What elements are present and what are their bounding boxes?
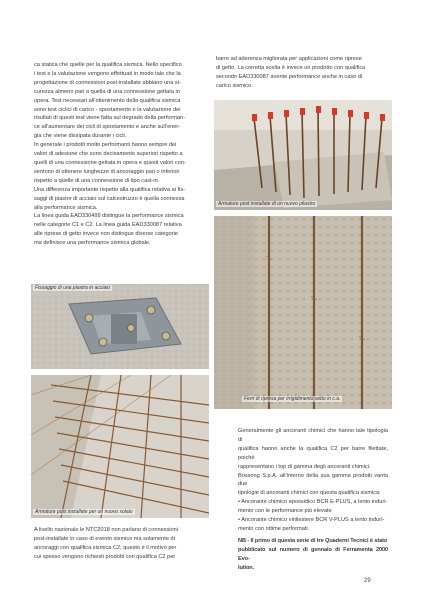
left-bottom-text (34, 526, 206, 562)
steel-plate-illustration (31, 284, 209, 369)
bullet-line: • Ancorante chimico epossidico BCR E-PLUS, a lento induri- (238, 499, 388, 506)
text-line: alle riprese di getto invece non distingue diverse categorie (34, 231, 178, 238)
text-line: rappresentano i top di gamma degli ancoranti chimici. (238, 463, 371, 470)
wall-rebar-illustration (214, 216, 392, 409)
text-line: secondo EAD330087 avente performance anche in caso di (216, 73, 363, 80)
text-line: In generale i prodotti molto performanti hanno sempre dei (34, 142, 177, 149)
text-line: mento con ottime performati. (238, 525, 310, 532)
publication-note (238, 537, 388, 573)
text-line: rispetto a quelle di una connessione di tipo cast-in. (34, 177, 160, 184)
text-line: La linea guida EAD330499 distingue la performance sismica (34, 213, 184, 220)
text-line: tipologie di ancoranti chimici con questa qualifica sismica: (238, 490, 381, 497)
note-line: NB - Il primo di questa serie di tre Quaderni Tecnici è stato (238, 537, 388, 544)
note-line: pubblicato sul numero di gennaio di Ferramenta 2000 Evo- (238, 546, 388, 562)
text-line: opera. Test necessari all’ottenimento della qualifica sismica (34, 97, 181, 104)
text-line: risultati di questi test viene fatta sul degrado della performan- (34, 115, 186, 122)
text-line: di getto. La corretta scelta è invece un prodotto con qualifica (216, 64, 366, 71)
wall-rebar-photo (214, 216, 392, 409)
text-line: sentono di ottenere lunghezze di ancoraggio pari o inferiori (34, 168, 180, 175)
steel-plate-photo (31, 284, 209, 369)
text-line: saggi di piastre di acciaio sul calcestruzzo è quella connessa (34, 195, 185, 202)
text-line: qualifica hanno anche la qualifica C2 per barre filettate, poiché (238, 445, 388, 461)
caption-slab: Armature post installate per un nuovo solaio (35, 509, 133, 515)
text-line: post-installate in caso di evento sismico ma solamente di (34, 535, 175, 542)
caption-pillar: Armature post installate di un nuovo pilastro (218, 201, 316, 207)
slab-rebar-illustration (31, 375, 209, 518)
text-line: quelli di una connessione gettata in opera e questi valori con- (34, 159, 186, 166)
text-line: mento con le performance più elevate (238, 508, 332, 515)
pillar-rebar-photo (214, 100, 392, 210)
text-line: gia che viene dissipata durante i cicli. (34, 133, 127, 140)
right-bottom-text (238, 427, 388, 573)
text-line: Generalmente gli ancoranti chimici che hanno tale tipologia di (238, 428, 388, 443)
note-line: lution. (238, 564, 255, 571)
text-line: ca statica che quelle per la qualifica sismica. Nello specifico (34, 62, 182, 68)
text-line: cui spesso vengono richiesti prodotti con qualifica C2 per (34, 553, 176, 560)
text-line: curezza almeno pari a quella di una connessione gettata in (34, 88, 180, 95)
text-line: Una differenza importante rispetto alla qualifica relativa ai fis- (34, 186, 186, 193)
bullet-line: • Ancorante chimico vinilestere BCR V-PLUS a lento indurì- (238, 517, 385, 524)
text-line: Bossong S.p.A. all’interno della sua gamma prodotti vanta due (238, 472, 388, 488)
caption-steel-plate: Fissaggio di una piastra in acciaio (35, 285, 111, 291)
left-column-text (34, 61, 206, 248)
text-line: sono test ciclici di carico - spostamento e la valutazione dei (34, 106, 181, 113)
text-line: alla performance sismica. (34, 204, 98, 211)
text-line: nelle categorie C1 e C2. La linea guida EAD330087 relativa (34, 222, 182, 229)
text-line: ma definisce una performance sismica globale. (34, 240, 151, 247)
text-line: i test e la valutazione vengono effettuati in modo tale che la (34, 70, 181, 77)
text-line: valori di adesione che sono decisamente superiori rispetto a (34, 151, 183, 158)
right-column-text (216, 55, 390, 91)
text-line: carico sismico. (216, 82, 253, 89)
caption-wall: Ferri di ripresa per irrigidimento setto in c.a. (244, 396, 341, 402)
text-line: ancoraggi con qualifica sismica C2, questo è il motivo per (34, 544, 177, 551)
text-line: barre ad aderenza migliorata per applicazioni come riprese (216, 56, 362, 62)
slab-rebar-photo (31, 375, 209, 518)
text-line: A livello nazionale le NTC2018 non parlano di connessioni (34, 527, 178, 533)
page-number: 29 (364, 578, 371, 584)
pillar-rebar-illustration (214, 100, 392, 210)
text-line: ce all’aumentare dei cicli di spostamento e anche sull’ener- (34, 124, 181, 131)
text-line: progettazione di connessioni post-installate abbiano una si- (34, 79, 181, 86)
